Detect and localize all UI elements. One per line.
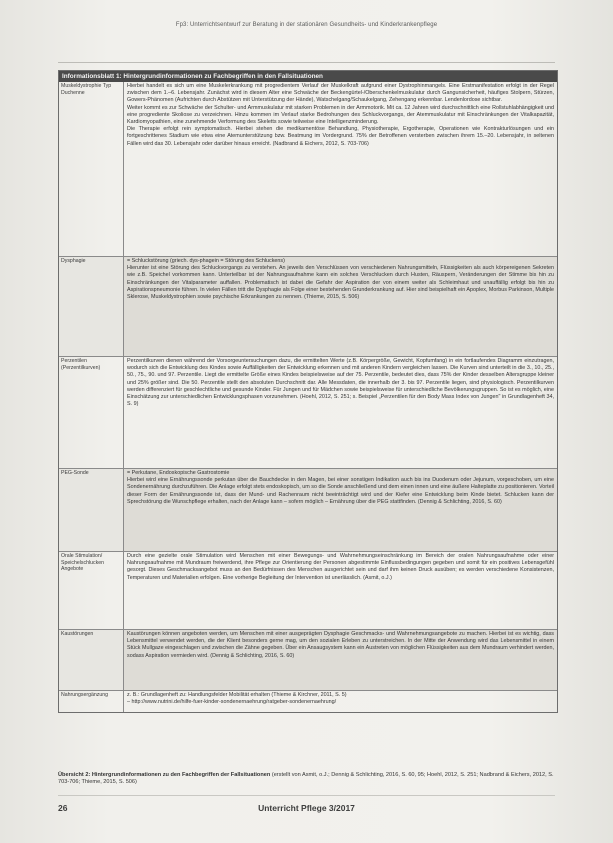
- definition-paragraph: Die Therapie erfolgt rein symptomatisch. Hierbei stehen die medikamentöse Behandlung, Physiotherapie, Ergotherapie, Operationen wie Kontrakturlösungen und ein fortgeschrittenes Stadium wie etwa eine Atemunterstützung bzw. Beatmung im Vordergrund. 75% der Betroffenen versterben zwischen ihrem 15.–20. Lebensjahr, in seltenen Fällen wird das 30. Lebensjahr oder darüber hinaus erreicht. (Nadbrand & Eichers, 2012, S. 703-706): [127, 126, 554, 147]
- journal-footer: Unterricht Pflege 3/2017: [258, 803, 355, 813]
- definition-cell: [124, 691, 557, 712]
- table-row: [59, 690, 557, 712]
- definition-cell: [124, 630, 557, 690]
- definition-paragraph: Hierunter ist eine Störung des Schluckvorgangs zu verstehen. An jeweils den Verschlüssen von verschiedenen Nahrungsmitteln, Flüssigkeiten als auch körpereigenen Sekreten wie z.B. Speichel vorkommen kann. Unterteilbar ist der Nahrungsaufnahme kann ein solches Verschlucken durch Husten, Räuspern, Veränderungen der Stimme bis hin zu Einschränkungen der Vitalparameter auffallen. Problematisch ist dabei die Gefahr der Aspiration der von einem weiter als Schleimhaut und unauffällig erfolgt bis hin zu Aspirationspneumonie führen. In vielen Fällen tritt die Dysphagie als Folge einer bestehenden Grunderkrankung auf. Hier sind beispielhaft ein Apoplex, Morbus Parkinson, Multiple Sklerose, Muskeldystrophien sowie psychische Erkrankungen zu nennen. (Thieme, 2015, S. 506): [127, 265, 554, 301]
- table-row: [59, 256, 557, 356]
- definition-paragraph: z. B.: Grundlagenheft zu: Handlungsfelder Mobilität erhalten (Thieme & Kirchner, 2011, S. 5): [127, 692, 347, 698]
- definition-cell: [124, 82, 557, 256]
- definition-paragraph: – http://www.nutrini.de/hilfe-fuer-kinder-sondenernaehrung/ratgeber-sondenernaehrung/: [127, 699, 337, 706]
- page-number: 26: [58, 803, 68, 813]
- table-row: [59, 82, 557, 256]
- definition-cell: [124, 552, 557, 629]
- term-cell: Perzentilen (Perzentilkurven): [59, 357, 124, 468]
- definition-cell: [124, 257, 557, 356]
- definition-paragraph: = Schluckstörung (griech. dys-phagein = Störung des Schluckens): [127, 258, 285, 264]
- definition-cell: [124, 469, 557, 551]
- definition-paragraph: Hierbei handelt es sich um eine Muskelerkrankung mit progredientem Verlauf der Muskelkraft aufgrund einer Dystrophinmangels. Eine Erstmanifestation erfolgt in der Regel zwischen dem 1.–6. Lebensjahr. Zunächst wird in diesem Alter eine Schwäche der Beckengürtel-/Oberschenkelmuskulatur durch Gangunsicherheit, häufiges Stolpern, Stürzen, Gowers-Phänomen (Aufrichten durch Abstützen mit Unterstützung der Hände), Watschelgang/Schaukelgang, Zehengang erkennbar. Lendenlordose sichtbar.: [127, 83, 554, 104]
- definition-cell: [124, 357, 557, 468]
- caption-title: Übersicht 2: Hintergrundinformationen zu den Fachbegriffen der Fallsituationen: [58, 772, 271, 778]
- figure-caption: [58, 772, 556, 786]
- table-row: [59, 468, 557, 551]
- footer-divider: [58, 795, 555, 796]
- term-cell: Kaustörungen: [59, 630, 124, 690]
- table-row: [59, 551, 557, 629]
- table-body: [59, 82, 557, 712]
- definition-paragraph: Weiter kommt es zur Schwäche der Schulter- und Armmuskulatur mit starken Problemen in der Armmotorik. Mit ca. 12 Jahren wird durchschnittlich eine Rollstuhlabhängigkeit und eine progrediente Skoliose zu verzeichnen. Hinzu kommen im Verlauf starke Bedrohungen des Schluckvorgangs, der Atemmuskulatur mit Einschränkungen der Vitalkapazität, Kardiomyopathien, eine zunehmende Verformung des Skeletts sowie teilweise eine Intelligenzminderung.: [127, 104, 554, 126]
- running-header: Fp3: Unterrichtsentwurf zur Beratung in der stationären Gesundheits- und Kinderkrankenpflege: [175, 22, 438, 28]
- table-row: [59, 356, 557, 468]
- info-table: [58, 70, 558, 713]
- term-cell: Orale Stimulation/ Speichelschlucken Angebote: [59, 552, 124, 629]
- term-cell: Dysphagie: [59, 257, 124, 356]
- definition-paragraph: Hierbei wird eine Ernährungssonde perkutan über die Bauchdecke in den Magen, bei einer sonstigen Indikation auch bis ins Duodenum oder Jejunum, vorgeschoben, um eine Sondenernährung durchzuführen. Die Anlage erfolgt stets endoskopisch, um so die Sonde anschließend und dem einen innen und eine äußere Halteplatte zu positionieren. Vorteil dieser Form der Ernährungssonde ist, dass der Mund- und Rachenraum nicht beeinträchtigt wird und der Kiefer eine Entwicklung beim Kinde bietet. Schlucken kann der Sprechstörung die Wunschpflege erhalten, nach der Anlage kann – sofern möglich – Ernährung über die PEG stattfinden. (Dennig & Schlichting, 2016, S. 60): [127, 477, 554, 505]
- definition-paragraph: = Perkutane, Endoskopische Gastrostomie: [127, 470, 230, 476]
- definition-paragraph: Kaustörungen können angeboten werden, um Menschen mit einer ausgeprägten Dysphagie Geschmacks- und Wahrnehmungsangebote zu machen. Hierbei ist es wichtig, dass Lebensmittel verwendet werden, die der Klient besonders gerne mag, um den sozialen Erleben zu unterstreichen. In der Mitte der Anwendung wird das Lebensmittel in einem Stück Mullgaze eingeschlagen und zwischen die Zähne gegeben. Über ein Ansaugsystem kann ein Austreten von möglichen Flüssigkeiten aus dem Mundraum verhindert werden, sodass Aspiration vermieden wird. (Dennig & Schlichting, 2016, S. 60): [127, 631, 554, 659]
- table-row: [59, 629, 557, 690]
- caption-sources: (erstellt von Asmit, o.J.; Dennig & Schlichting, 2016, S. 60, 95; Hoehl, 2012, S. 251; Nadbrand & Eichers, 2012, S. 703-706; Thieme, 2015, S. 506): [58, 772, 554, 785]
- term-cell: PEG-Sonde: [59, 469, 124, 551]
- term-cell: Muskeldystrophie Typ Duchenne: [59, 82, 124, 256]
- term-cell: Nahrungsergänzung: [59, 691, 124, 712]
- definition-paragraph: Perzentilkurven dienen während der Vorsorgeuntersuchungen dazu, die ermittelten Werte (z.B. Körpergröße, Gewicht, Kopfumfang) in ein fortlaufendes Diagramm einzutragen, wodurch sich die Entwicklung des Kindes sowie Auffälligkeiten der Entwicklung erkennen und mit anderen Kindern vergleichen lassen. Die Kurven sind unterteilt in die 3., 10., 25., 50., 75., 90. und 97. Perzentile. Liegt die ermittelte Größe eines Kindes beispielsweise auf der 75. Perzentile, bedeutet dies, dass 75% der Kinder desselben Altersgruppe kleiner und 25% größer sind. Die 50. Perzentile stellt den absoluten Durchschnitt dar. Alle Messdaten, die innerhalb der 3. bis 97. Perzentile liegen, sind physiologisch. Perzentilkurven werden differenziert für geschlechtliche und gesunde Kinder. Für Jungen und für Mädchen sowie beispielsweise für unterschiedliche Bevölkerungsgruppen. So ist es möglich, eine Einschätzung zur unterschiedlichen Entwicklungsphasen vorzunehmen. (Hoehl, 2012, S. 251; s. Beispiel „Perzentilen für den Body Mass Index von Jungen" in Grundlagenheft 34, S. 9): [127, 358, 554, 408]
- definition-paragraph: Durch eine gezielte orale Stimulation wird Menschen mit einer Bewegungs- und Wahrnehmungseinschränkung im Bereich der oralen Nahrungsaufnahme oder einer Nahrungsaufnahme mit Mundraum freiwerdend, ihre Pflege zur Orientierung der Personen abgestimmte Einflussbedingungen gegeben und somit für ein positives Lebensgefühl gesorgt. Dieses Geschmacksangebot muss an den Bedürfnissen des Menschen ausgerichtet sein und darf ihm keinen Druck ausüben; es werden verschiedene Konsistenzen, Temperaturen und Materialien erfolgen. Eine vorherige Begleitung der Intervention ist unerlässlich. (Asmit, o.J.): [127, 553, 554, 581]
- table-title: Informationsblatt 1: Hintergrundinformationen zu Fachbegriffen in den Fallsituationen: [59, 71, 557, 82]
- header-divider: [58, 62, 555, 63]
